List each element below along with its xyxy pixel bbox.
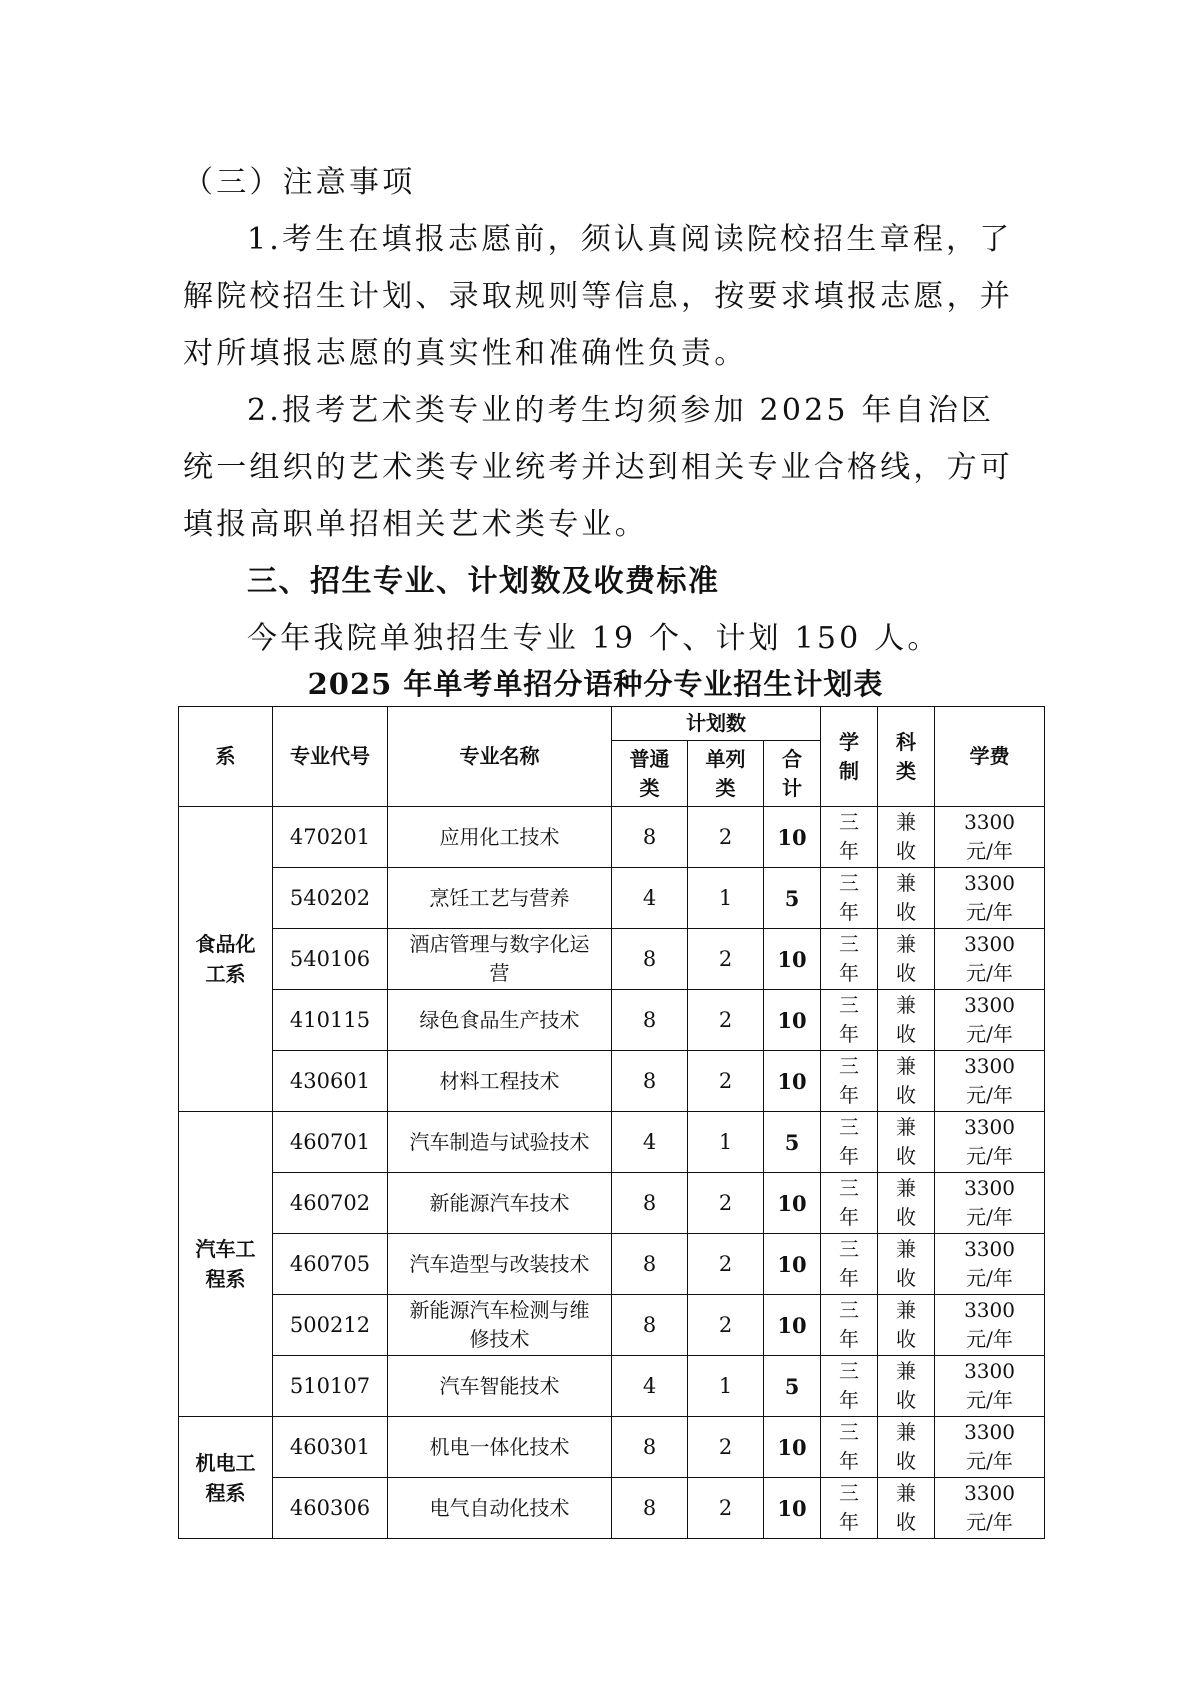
total-count-cell [764, 868, 821, 929]
regular-count-cell [612, 1478, 688, 1539]
fee-cell [935, 1173, 1045, 1234]
major-name-cell [388, 929, 612, 990]
total-count-cell-text: 5 [784, 1373, 800, 1399]
total-count-cell [764, 1295, 821, 1356]
major-code-cell-text: 540202 [289, 885, 371, 910]
major-code-cell [273, 1051, 388, 1112]
regular-count-cell-text: 8 [642, 946, 657, 971]
separate-count-cell [688, 1234, 764, 1295]
major-code-cell [273, 868, 388, 929]
total-count-cell-text: 5 [784, 885, 800, 911]
fee-cell-text: 3300 元/年 [964, 1420, 1015, 1473]
category-cell-text: 兼收 [896, 1359, 917, 1412]
table-row [179, 1234, 1045, 1295]
separate-count-cell-text: 2 [718, 1251, 733, 1276]
fee-cell-text: 3300 元/年 [964, 1115, 1015, 1168]
notice-paragraph-2: 2.报考艺术类专业的考生均须参加 2025 年自治区统一组织的艺术类专业统考并达到相关专业合格线，方可填报高职单招相关艺术类专业。 [183, 393, 1013, 542]
total-count-cell [764, 1356, 821, 1417]
table-row [179, 1356, 1045, 1417]
regular-count-cell-text: 8 [642, 824, 657, 849]
major-code-cell-text: 460705 [289, 1251, 371, 1276]
department-cell [179, 1417, 273, 1539]
major-name-cell [388, 1234, 612, 1295]
fee-cell [935, 929, 1045, 990]
regular-count-cell-text: 8 [642, 1068, 657, 1093]
category-cell-text: 兼收 [896, 993, 917, 1046]
duration-cell-text: 三年 [839, 1481, 860, 1534]
major-code-cell [273, 1356, 388, 1417]
separate-count-cell-text: 2 [718, 1007, 733, 1032]
fee-cell [935, 868, 1045, 929]
department-cell-text: 汽车工程系 [195, 1237, 256, 1291]
regular-count-cell [612, 1417, 688, 1478]
regular-count-cell-text: 4 [642, 1373, 657, 1398]
header-row-1 [179, 707, 1045, 741]
separate-count-cell-text: 1 [718, 885, 733, 910]
header-code: 专业代号 [273, 707, 388, 807]
separate-count-cell [688, 1356, 764, 1417]
table-row [179, 990, 1045, 1051]
separate-count-cell-text: 1 [718, 1129, 733, 1154]
major-code-cell-text: 410115 [289, 1007, 371, 1032]
total-count-cell-text: 10 [777, 1312, 807, 1338]
header-category: 科类 [878, 707, 935, 807]
fee-cell-text: 3300 元/年 [964, 993, 1015, 1046]
major-name-cell [388, 990, 612, 1051]
section-heading: 三、招生专业、计划数及收费标准 [247, 564, 720, 599]
major-code-cell [273, 1295, 388, 1356]
header-regular: 普通类 [612, 741, 688, 807]
major-name-cell-text: 新能源汽车技术 [429, 1190, 570, 1215]
fee-cell [935, 1295, 1045, 1356]
fee-cell-text: 3300 元/年 [964, 1054, 1015, 1107]
major-name-cell-text: 酒店管理与数字化运营 [409, 932, 590, 985]
table-row [179, 1478, 1045, 1539]
fee-cell [935, 1112, 1045, 1173]
department-cell [179, 807, 273, 1112]
category-cell [878, 929, 935, 990]
notice-heading: （三）注意事项 [183, 165, 416, 200]
category-cell-text: 兼收 [896, 1115, 917, 1168]
regular-count-cell-text: 4 [642, 1129, 657, 1154]
department-cell-text: 机电工程系 [195, 1450, 256, 1505]
category-cell [878, 1051, 935, 1112]
header-fee: 学费 [935, 707, 1045, 807]
duration-cell-text: 三年 [839, 871, 860, 924]
major-code-cell [273, 807, 388, 868]
department-cell-text: 食品化工系 [195, 932, 256, 986]
duration-cell [821, 990, 878, 1051]
total-count-cell [764, 1051, 821, 1112]
total-count-cell [764, 807, 821, 868]
duration-cell-text: 三年 [839, 1420, 860, 1473]
header-separate: 单列类 [688, 741, 764, 807]
table-row [179, 1112, 1045, 1173]
enrollment-summary: 今年我院单独招生专业 19 个、计划 150 人。 [247, 621, 941, 656]
enrollment-plan-table [178, 706, 1045, 1539]
notice-paragraph-1: 1.考生在填报志愿前，须认真阅读院校招生章程，了解院校招生计划、录取规则等信息，按要求填报志愿，并对所填报志愿的真实性和准确性负责。 [183, 222, 1013, 371]
separate-count-cell-text: 2 [718, 1068, 733, 1093]
major-code-cell-text: 470201 [289, 824, 371, 849]
regular-count-cell [612, 929, 688, 990]
category-cell [878, 1417, 935, 1478]
major-name-cell-text: 烹饪工艺与营养 [429, 885, 570, 910]
fee-cell-text: 3300 元/年 [964, 1481, 1015, 1534]
total-count-cell [764, 990, 821, 1051]
duration-cell [821, 868, 878, 929]
total-count-cell-text: 10 [777, 1068, 807, 1094]
major-name-cell-text: 绿色食品生产技术 [419, 1007, 580, 1032]
total-count-cell [764, 1478, 821, 1539]
total-count-cell [764, 1417, 821, 1478]
regular-count-cell [612, 990, 688, 1051]
total-count-cell-text: 5 [784, 1129, 800, 1155]
fee-cell [935, 1234, 1045, 1295]
total-count-cell [764, 1112, 821, 1173]
major-name-cell-text: 汽车制造与试验技术 [409, 1129, 590, 1154]
category-cell-text: 兼收 [896, 1237, 917, 1290]
duration-cell-text: 三年 [839, 1115, 860, 1168]
category-cell-text: 兼收 [896, 1298, 917, 1351]
fee-cell-text: 3300 元/年 [964, 1359, 1015, 1412]
regular-count-cell [612, 868, 688, 929]
table-body [179, 807, 1045, 1539]
separate-count-cell [688, 1295, 764, 1356]
separate-count-cell [688, 1173, 764, 1234]
header-dept: 系 [179, 707, 273, 807]
category-cell [878, 1112, 935, 1173]
regular-count-cell [612, 1234, 688, 1295]
regular-count-cell [612, 1112, 688, 1173]
fee-cell [935, 990, 1045, 1051]
major-code-cell-text: 430601 [289, 1068, 371, 1093]
major-name-cell-text: 汽车智能技术 [439, 1373, 560, 1398]
fee-cell-text: 3300 元/年 [964, 810, 1015, 863]
major-name-cell [388, 1173, 612, 1234]
category-cell-text: 兼收 [896, 1420, 917, 1473]
fee-cell [935, 1478, 1045, 1539]
separate-count-cell [688, 1051, 764, 1112]
fee-cell [935, 1417, 1045, 1478]
header-name: 专业名称 [388, 707, 612, 807]
table-row [179, 868, 1045, 929]
table-title: 2025 年单考单招分语种分专业招生计划表 [307, 667, 884, 701]
regular-count-cell-text: 8 [642, 1434, 657, 1459]
duration-cell [821, 1356, 878, 1417]
duration-cell [821, 929, 878, 990]
separate-count-cell [688, 990, 764, 1051]
table-row [179, 807, 1045, 868]
regular-count-cell-text: 4 [642, 885, 657, 910]
major-name-cell-text: 电气自动化技术 [429, 1495, 570, 1520]
fee-cell-text: 3300 元/年 [964, 871, 1015, 924]
fee-cell [935, 1051, 1045, 1112]
major-code-cell [273, 1478, 388, 1539]
separate-count-cell [688, 807, 764, 868]
major-name-cell-text: 汽车造型与改装技术 [409, 1251, 590, 1276]
major-name-cell-text: 应用化工技术 [439, 824, 560, 849]
total-count-cell [764, 929, 821, 990]
total-count-cell-text: 10 [777, 946, 807, 972]
table-row [179, 929, 1045, 990]
separate-count-cell [688, 868, 764, 929]
header-total: 合计 [764, 741, 821, 807]
duration-cell-text: 三年 [839, 1176, 860, 1229]
major-code-cell [273, 1417, 388, 1478]
duration-cell-text: 三年 [839, 1359, 860, 1412]
major-name-cell-text: 新能源汽车检测与维修技术 [409, 1298, 590, 1351]
duration-cell-text: 三年 [839, 993, 860, 1046]
fee-cell-text: 3300 元/年 [964, 1237, 1015, 1290]
separate-count-cell-text: 2 [718, 1495, 733, 1520]
table-row [179, 1173, 1045, 1234]
major-name-cell [388, 1112, 612, 1173]
category-cell-text: 兼收 [896, 1481, 917, 1534]
total-count-cell-text: 10 [777, 1434, 807, 1460]
duration-cell [821, 1417, 878, 1478]
major-name-cell [388, 1417, 612, 1478]
duration-cell-text: 三年 [839, 1237, 860, 1290]
total-count-cell-text: 10 [777, 1495, 807, 1521]
major-name-cell-text: 材料工程技术 [439, 1068, 560, 1093]
regular-count-cell [612, 1051, 688, 1112]
major-code-cell [273, 990, 388, 1051]
table-row [179, 1295, 1045, 1356]
category-cell [878, 1356, 935, 1417]
major-code-cell [273, 1173, 388, 1234]
category-cell [878, 1478, 935, 1539]
header-plan: 计划数 [612, 707, 821, 741]
duration-cell-text: 三年 [839, 810, 860, 863]
regular-count-cell-text: 8 [642, 1190, 657, 1215]
duration-cell [821, 1478, 878, 1539]
total-count-cell [764, 1173, 821, 1234]
regular-count-cell-text: 8 [642, 1007, 657, 1032]
total-count-cell [764, 1234, 821, 1295]
duration-cell [821, 1295, 878, 1356]
duration-cell [821, 1051, 878, 1112]
separate-count-cell-text: 2 [718, 1190, 733, 1215]
separate-count-cell [688, 1478, 764, 1539]
separate-count-cell-text: 2 [718, 1312, 733, 1337]
regular-count-cell-text: 8 [642, 1251, 657, 1276]
major-name-cell [388, 1051, 612, 1112]
duration-cell [821, 1234, 878, 1295]
major-name-cell [388, 868, 612, 929]
duration-cell-text: 三年 [839, 1298, 860, 1351]
fee-cell [935, 807, 1045, 868]
total-count-cell-text: 10 [777, 1190, 807, 1216]
major-name-cell-text: 机电一体化技术 [429, 1434, 570, 1459]
header-duration: 学制 [821, 707, 878, 807]
major-code-cell-text: 540106 [289, 946, 371, 971]
duration-cell-text: 三年 [839, 1054, 860, 1107]
major-code-cell-text: 500212 [289, 1312, 371, 1337]
regular-count-cell [612, 807, 688, 868]
department-cell [179, 1112, 273, 1417]
major-code-cell-text: 460702 [289, 1190, 371, 1215]
category-cell-text: 兼收 [896, 810, 917, 863]
major-code-cell [273, 1234, 388, 1295]
category-cell [878, 807, 935, 868]
separate-count-cell-text: 2 [718, 824, 733, 849]
separate-count-cell [688, 1112, 764, 1173]
major-name-cell [388, 1295, 612, 1356]
duration-cell-text: 三年 [839, 932, 860, 985]
duration-cell [821, 807, 878, 868]
separate-count-cell-text: 1 [718, 1373, 733, 1398]
category-cell [878, 1234, 935, 1295]
separate-count-cell-text: 2 [718, 1434, 733, 1459]
separate-count-cell [688, 929, 764, 990]
regular-count-cell [612, 1295, 688, 1356]
category-cell [878, 990, 935, 1051]
fee-cell-text: 3300 元/年 [964, 1176, 1015, 1229]
major-name-cell [388, 1478, 612, 1539]
major-code-cell-text: 510107 [289, 1373, 371, 1398]
major-name-cell [388, 807, 612, 868]
table-row [179, 1051, 1045, 1112]
duration-cell [821, 1112, 878, 1173]
category-cell-text: 兼收 [896, 932, 917, 985]
total-count-cell-text: 10 [777, 1251, 807, 1277]
category-cell [878, 1295, 935, 1356]
major-name-cell [388, 1356, 612, 1417]
duration-cell [821, 1173, 878, 1234]
major-code-cell-text: 460701 [289, 1129, 371, 1154]
total-count-cell-text: 10 [777, 824, 807, 850]
major-code-cell [273, 929, 388, 990]
fee-cell-text: 3300 元/年 [964, 1298, 1015, 1351]
fee-cell [935, 1356, 1045, 1417]
separate-count-cell-text: 2 [718, 946, 733, 971]
category-cell-text: 兼收 [896, 871, 917, 924]
major-code-cell-text: 460306 [289, 1495, 371, 1520]
fee-cell-text: 3300 元/年 [964, 932, 1015, 985]
table-row [179, 1417, 1045, 1478]
total-count-cell-text: 10 [777, 1007, 807, 1033]
category-cell-text: 兼收 [896, 1176, 917, 1229]
category-cell-text: 兼收 [896, 1054, 917, 1107]
regular-count-cell-text: 8 [642, 1495, 657, 1520]
regular-count-cell [612, 1356, 688, 1417]
regular-count-cell-text: 8 [642, 1312, 657, 1337]
major-code-cell-text: 460301 [289, 1434, 371, 1459]
category-cell [878, 1173, 935, 1234]
regular-count-cell [612, 1173, 688, 1234]
major-code-cell [273, 1112, 388, 1173]
category-cell [878, 868, 935, 929]
separate-count-cell [688, 1417, 764, 1478]
